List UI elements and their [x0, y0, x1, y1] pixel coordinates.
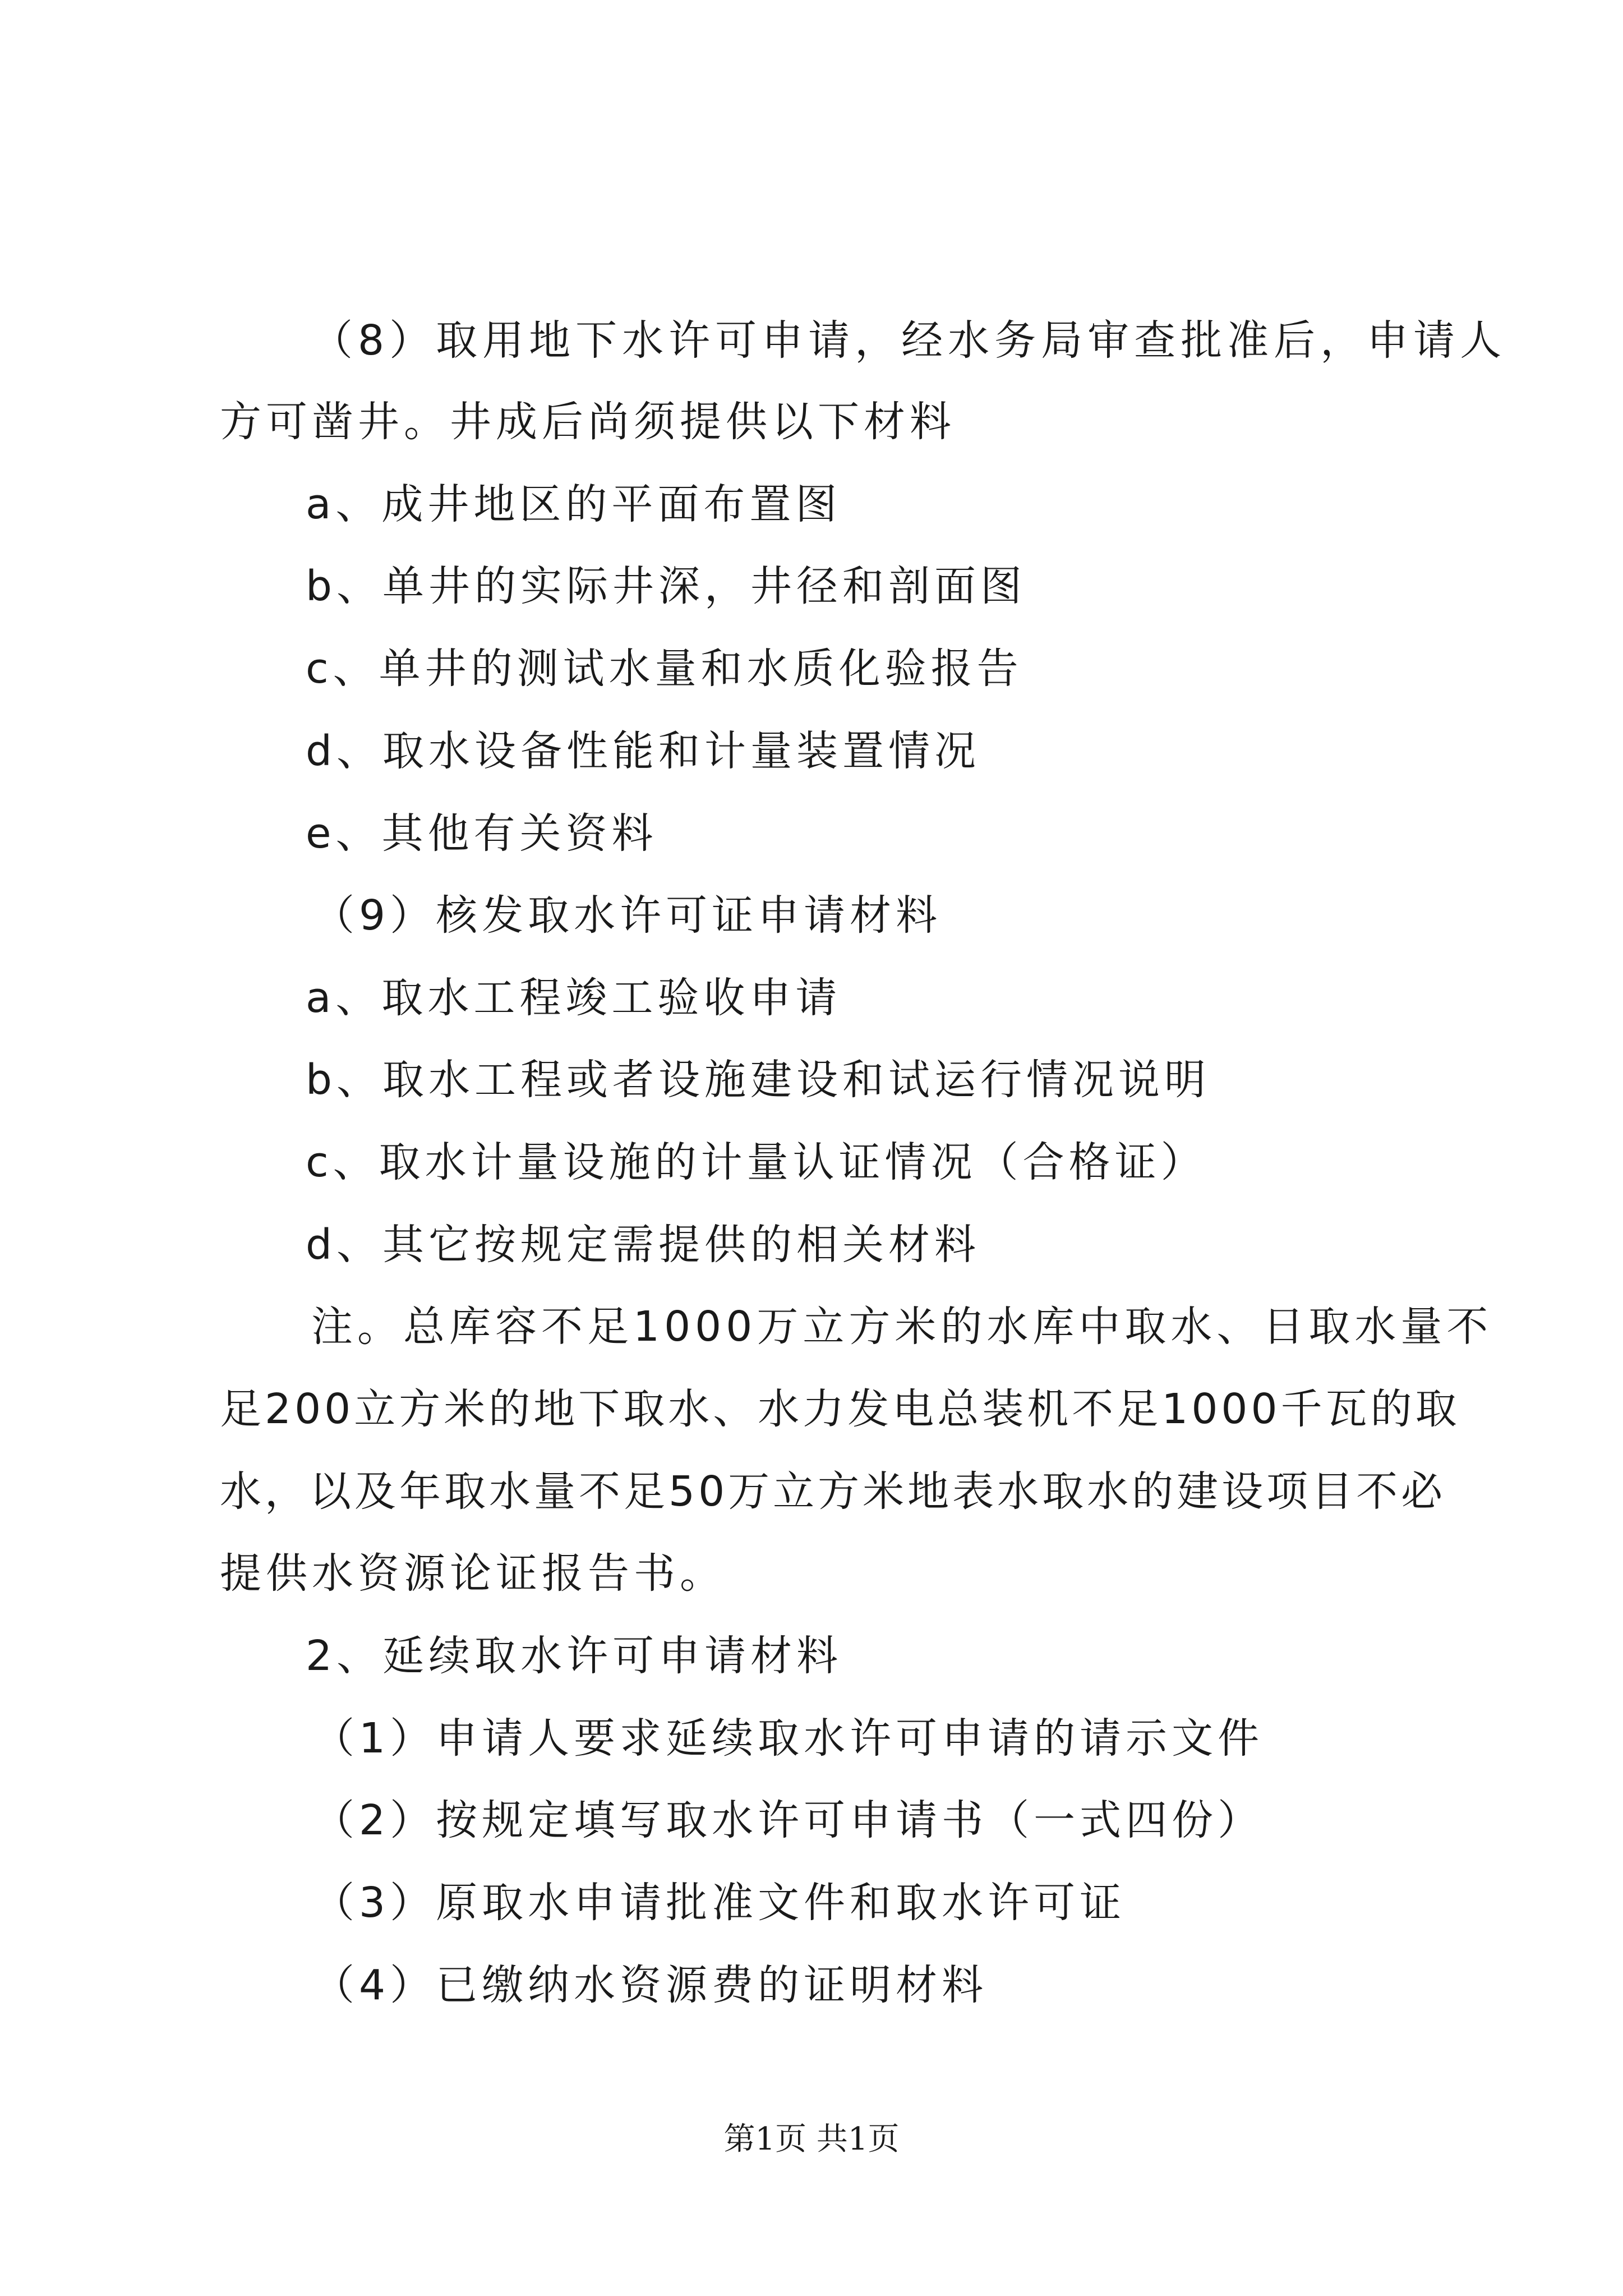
- note-line: 水，以及年取水量不足50万立方米地表水取水的建设项目不必: [220, 1467, 1446, 1516]
- list-item: c、取水计量设施的计量认证情况（合格证）: [306, 1138, 1207, 1186]
- list-item: d、其它按规定需提供的相关材料: [306, 1221, 980, 1269]
- section-heading: 2、延续取水许可申请材料: [306, 1632, 843, 1680]
- list-item: e、其他有关资料: [306, 809, 658, 858]
- section-heading: （9）核发取水许可证申请材料: [313, 891, 942, 940]
- paragraph-line: （8）取用地下水许可申请，经水务局审查批准后，申请人: [311, 316, 1507, 365]
- list-item: c、单井的测试水量和水质化验报告: [306, 645, 1023, 693]
- note-line: 注。总库容不足1000万立方米的水库中取水、日取水量不: [311, 1303, 1493, 1351]
- list-item: （2）按规定填写取水许可申请书（一式四份）: [313, 1796, 1264, 1844]
- page-footer: 第1页 共1页: [723, 2121, 900, 2157]
- list-item: a、成井地区的平面布置图: [306, 480, 842, 528]
- list-item: d、取水设备性能和计量装置情况: [306, 727, 980, 775]
- list-item: b、单井的实际井深，井径和剖面图: [306, 562, 1026, 610]
- list-item: （1）申请人要求延续取水许可申请的请示文件: [313, 1714, 1264, 1763]
- note-line: 足200立方米的地下取水、水力发电总装机不足1000千瓦的取: [220, 1385, 1460, 1433]
- list-item: （4）已缴纳水资源费的证明材料: [313, 1961, 988, 2009]
- list-item: a、取水工程竣工验收申请: [306, 974, 842, 1022]
- list-item: （3）原取水申请批准文件和取水许可证: [313, 1879, 1126, 1927]
- note-line: 提供水资源论证报告书。: [220, 1549, 726, 1598]
- paragraph-line: 方可凿井。井成后尚须提供以下材料: [220, 398, 956, 446]
- list-item: b、取水工程或者设施建设和试运行情况说明: [306, 1056, 1210, 1104]
